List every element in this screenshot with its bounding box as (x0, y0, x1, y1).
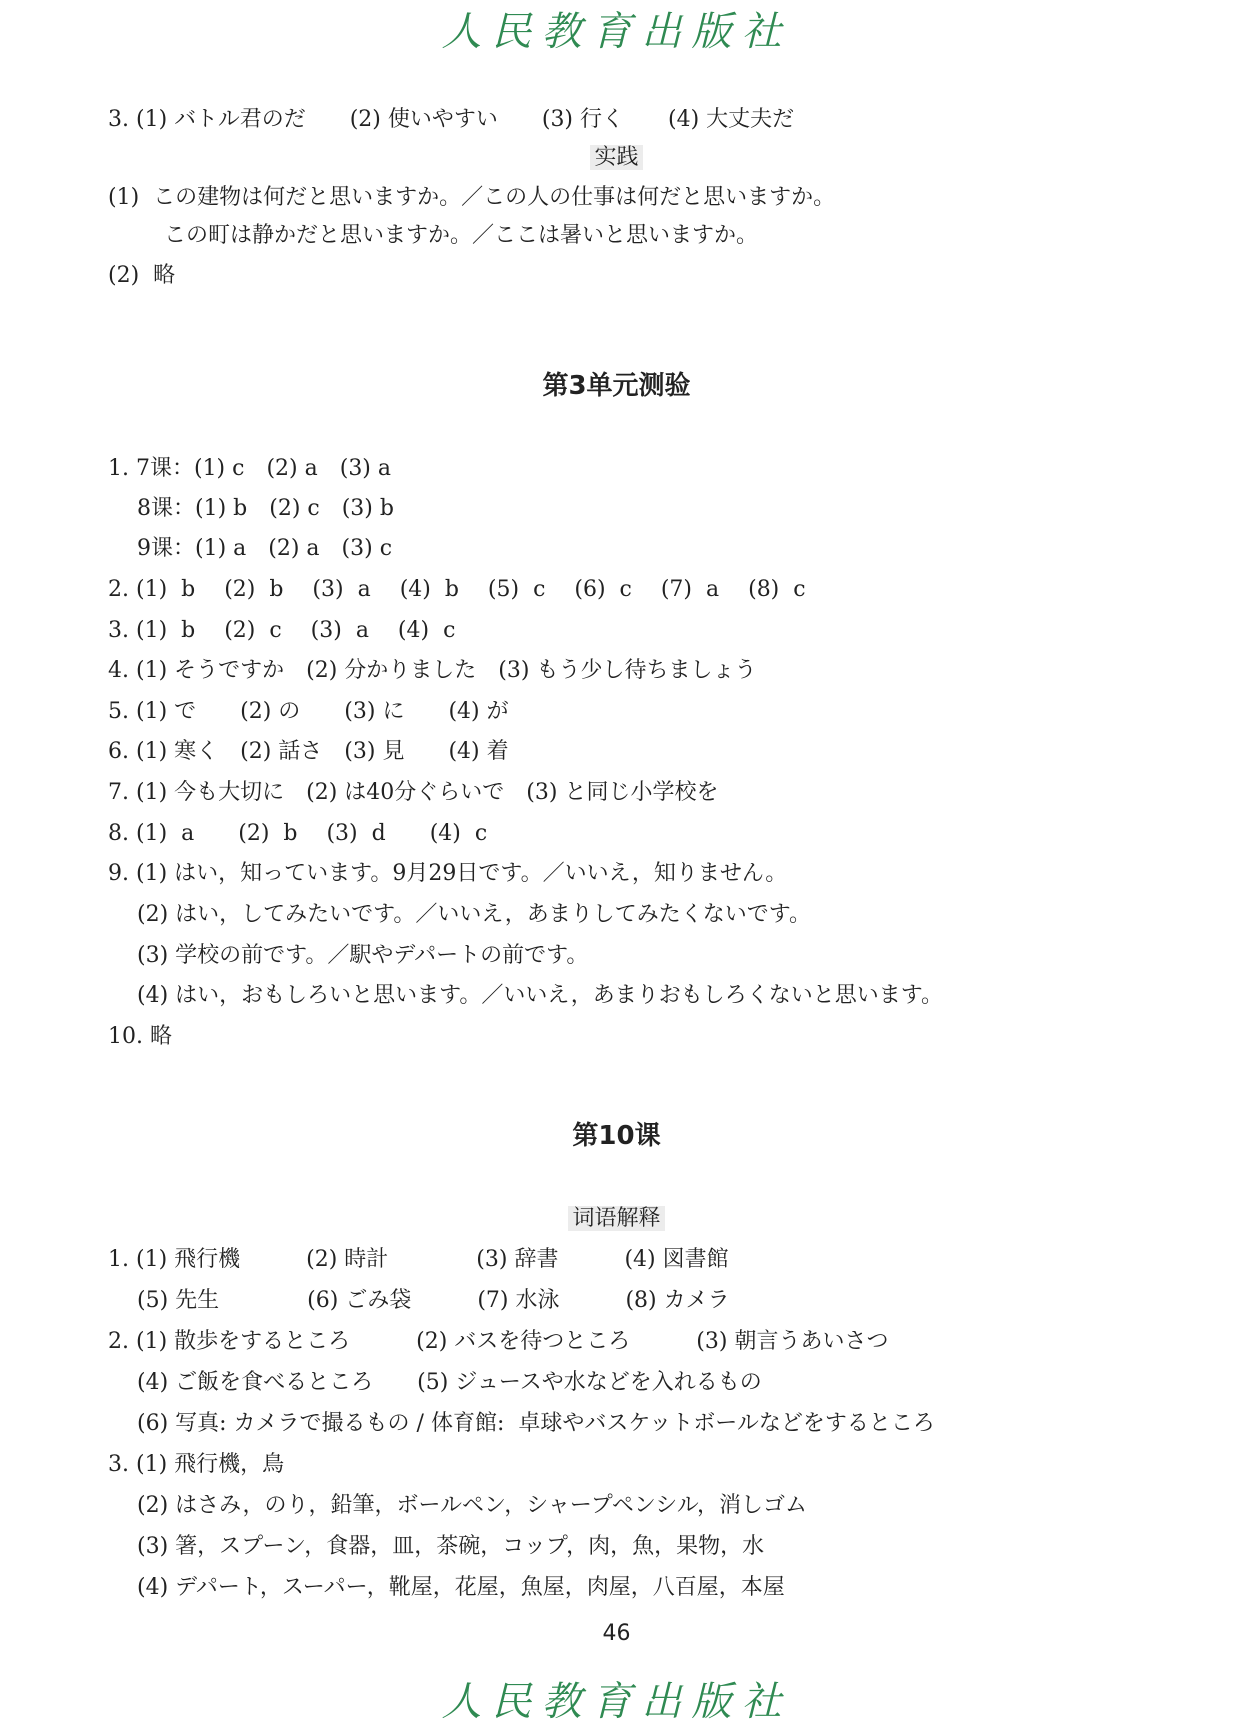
lesson-heading: 第10课 (572, 1121, 661, 1151)
answer-line: 9课：(1) a (2) a (3) c (137, 536, 393, 561)
answer-line: 2. (1) 散歩をするところ (2) バスを待つところ (3) 朝言うあいさつ (108, 1329, 889, 1354)
answer-line: 4. (1) そうですか (2) 分かりました (3) もう少し待ちましょう (108, 658, 757, 683)
answer-line: (3) 学校の前です。／駅やデパートの前です。 (137, 943, 589, 968)
answer-line: 8课：(1) b (2) c (3) b (137, 496, 394, 521)
answer-line: (4) デパート，スーパー，靴屋，花屋，魚屋，肉屋，八百屋，本屋 (137, 1575, 785, 1600)
answer-line: (4) はい，おもしろいと思います。／いいえ，あまりおもしろくないと思います。 (137, 983, 943, 1008)
section-label-practice (0, 143, 1233, 173)
vocab-title: 词语解释 (568, 1206, 664, 1231)
answer-line: 7. (1) 今も大切に (2) は40分ぐらいで (3) と同じ小学校を (108, 780, 719, 805)
answer-line: 3. (1) b (2) c (3) a (4) c (108, 618, 456, 643)
answer-line: 1. 7课：(1) c (2) a (3) a (108, 456, 392, 481)
answer-line: (3) 箸，スプーン，食器，皿，茶碗，コップ，肉，魚，果物，水 (137, 1534, 765, 1559)
answer-line: (4) ご飯を食べるところ (5) ジュースや水などを入れるもの (137, 1370, 762, 1395)
answer-line: 6. (1) 寒く (2) 話さ (3) 見 (4) 着 (108, 739, 509, 764)
unit-test-heading: 第3单元测验 (542, 371, 691, 401)
answer-line: (1) この建物は何だと思いますか。／この人の仕事は何だと思いますか。 (108, 185, 836, 210)
answer-line: (2) 略 (108, 263, 176, 288)
answer-line: 1. (1) 飛行機 (2) 時計 (3) 辞書 (4) 図書館 (108, 1247, 729, 1272)
answer-line: 10. 略 (108, 1024, 172, 1049)
answer-line: (2) はさみ，のり，鉛筆，ボールペン，シャープペンシル，消しゴム (137, 1493, 807, 1518)
answer-line: 3. (1) 飛行機，鳥 (108, 1452, 285, 1477)
answer-line: (5) 先生 (6) ごみ袋 (7) 水泳 (8) カメラ (137, 1288, 730, 1313)
answer-line: 8. (1) a (2) b (3) d (4) c (108, 821, 488, 846)
answer-line: (6) 写真: カメラで撮るもの / 体育館: 卓球やバスケットボールなどをするところ (137, 1411, 935, 1436)
answer-line: 9. (1) はい，知っています。9月29日です。／いいえ，知りません。 (108, 861, 788, 886)
section-label-vocab (0, 1204, 1233, 1234)
publisher-logo-top: 人民教育出版社 (441, 9, 792, 55)
publisher-logo-bottom: 人民教育出版社 (441, 1679, 792, 1725)
answer-line: 5. (1) で (2) の (3) に (4) が (108, 699, 509, 724)
practice-title: 实践 (590, 145, 642, 170)
answer-line: 3. (1) バトル君のだ (2) 使いやすい (3) 行く (4) 大丈夫だ (108, 107, 795, 132)
answer-line: (2) はい，してみたいです。／いいえ，あまりしてみたくないです。 (137, 902, 811, 927)
answer-line: 2. (1) b (2) b (3) a (4) b (5) c (6) c (7) a (8) c (108, 577, 806, 602)
page-number: 46 (602, 1621, 631, 1646)
answer-line: この町は静かだと思いますか。／ここは暑いと思いますか。 (164, 223, 759, 248)
